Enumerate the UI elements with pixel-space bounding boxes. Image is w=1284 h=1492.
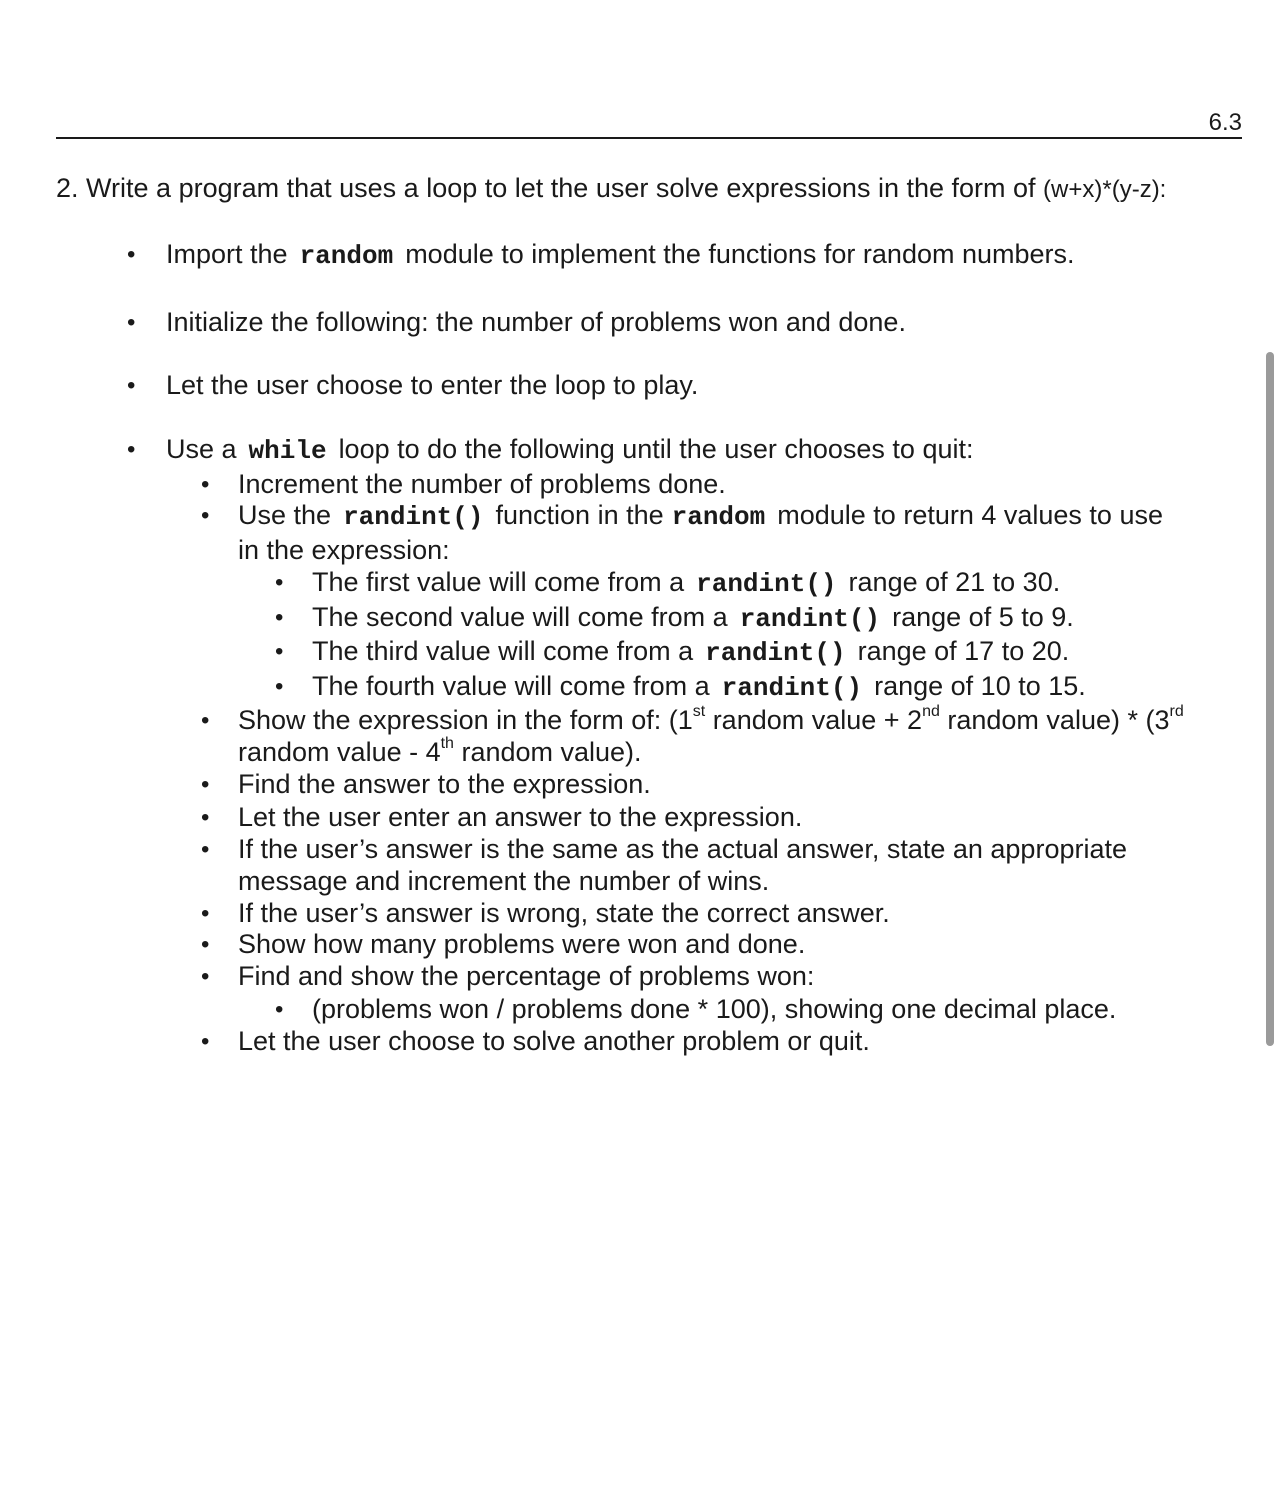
item-text: Use a <box>166 434 237 464</box>
superscript: st <box>692 703 706 720</box>
item-text: range of 5 to 9. <box>892 602 1074 632</box>
bullet-icon: • <box>201 771 210 798</box>
item-text: Import the <box>166 239 288 269</box>
list-item-value-1 <box>312 566 1060 600</box>
item-text: Show the expression in the form of: (1 <box>238 705 693 735</box>
superscript: nd <box>922 703 940 720</box>
item-text: The fourth value will come from a <box>312 671 710 701</box>
code-randint: randint() <box>705 638 846 668</box>
list-item-show-expression <box>238 704 1184 736</box>
header-rule <box>56 137 1242 139</box>
item-text: range of 10 to 15. <box>874 671 1086 701</box>
code-random: random <box>671 502 766 532</box>
list-item-percentage: Find and show the percentage of problems won: <box>238 961 815 991</box>
code-while: while <box>248 436 327 466</box>
bullet-icon: • <box>275 569 284 596</box>
item-text: random value). <box>453 737 642 767</box>
list-item-import <box>166 238 1075 272</box>
list-item-initialize: Initialize the following: the number of problems won and done. <box>166 307 906 337</box>
list-item-wrong: If the user’s answer is wrong, state the correct answer. <box>238 898 890 928</box>
list-item-randint-use <box>238 499 1163 533</box>
item-text: module to return 4 values to use <box>777 500 1163 530</box>
item-text: function in the <box>495 500 664 530</box>
code-randint: randint() <box>696 569 837 599</box>
item-text: range of 21 to 30. <box>848 567 1061 597</box>
bullet-icon: • <box>201 707 210 734</box>
page-number: 6.3 <box>1208 109 1242 136</box>
item-text: loop to do the following until the user chooses to quit: <box>338 434 974 464</box>
item-text: The second value will come from a <box>312 602 728 632</box>
code-randint: randint() <box>739 604 881 634</box>
bullet-icon: • <box>201 931 210 958</box>
bullet-icon: • <box>127 436 136 463</box>
bullet-icon: • <box>275 638 284 665</box>
bullet-icon: • <box>127 309 136 336</box>
bullet-icon: • <box>127 372 136 399</box>
list-item-choose: Let the user choose to enter the loop to play. <box>166 370 699 400</box>
bullet-icon: • <box>127 241 136 268</box>
superscript: th <box>440 735 454 752</box>
scrollbar[interactable] <box>1266 352 1274 1046</box>
code-random: random <box>299 241 394 271</box>
bullet-icon: • <box>201 804 210 831</box>
bullet-icon: • <box>201 836 210 863</box>
item-text: random value + 2 <box>705 705 923 735</box>
superscript: rd <box>1169 703 1184 720</box>
bullet-icon: • <box>275 673 284 700</box>
problem-statement <box>56 172 1166 206</box>
code-randint: randint() <box>721 673 863 703</box>
problem-number: 2. <box>56 173 79 203</box>
bullet-icon: • <box>201 963 210 990</box>
list-item-correct: If the user’s answer is the same as the actual answer, state an appropriate <box>238 834 1127 864</box>
list-item-correct-cont: message and increment the number of wins. <box>238 866 770 896</box>
list-item-value-3 <box>312 635 1069 669</box>
problem-intro: Write a program that uses a loop to let the user solve expressions in the form of <box>86 173 1044 203</box>
list-item-find-answer: Find the answer to the expression. <box>238 769 651 799</box>
item-text: range of 17 to 20. <box>857 636 1070 666</box>
bullet-icon: • <box>201 502 210 529</box>
problem-formula: (w+x)*(y-z): <box>1043 176 1167 203</box>
item-text: module to implement the functions for random numbers. <box>405 239 1075 269</box>
list-item-increment: Increment the number of problems done. <box>238 469 726 499</box>
list-item-value-2 <box>312 601 1074 635</box>
list-item-value-4 <box>312 670 1086 704</box>
bullet-icon: • <box>201 900 210 927</box>
item-text: The third value will come from a <box>312 636 694 666</box>
item-text: random value) * (3 <box>939 705 1170 735</box>
item-text: Use the <box>238 500 332 530</box>
list-item-again: Let the user choose to solve another problem or quit. <box>238 1026 870 1056</box>
bullet-icon: • <box>201 1028 210 1055</box>
item-text: random value - 4 <box>238 737 441 767</box>
bullet-icon: • <box>275 604 284 631</box>
bullet-icon: • <box>275 996 284 1023</box>
list-item-formula-note: (problems won / problems done * 100), showing one decimal place. <box>312 994 1117 1024</box>
bullet-icon: • <box>201 471 210 498</box>
list-item-randint-use-cont: in the expression: <box>238 535 450 565</box>
list-item-show-expression-cont <box>238 736 642 768</box>
list-item-enter-answer: Let the user enter an answer to the expression. <box>238 802 803 832</box>
list-item-show-count: Show how many problems were won and done. <box>238 929 806 959</box>
code-randint: randint() <box>343 502 484 532</box>
list-item-while-loop <box>166 433 973 467</box>
item-text: The first value will come from a <box>312 567 685 597</box>
